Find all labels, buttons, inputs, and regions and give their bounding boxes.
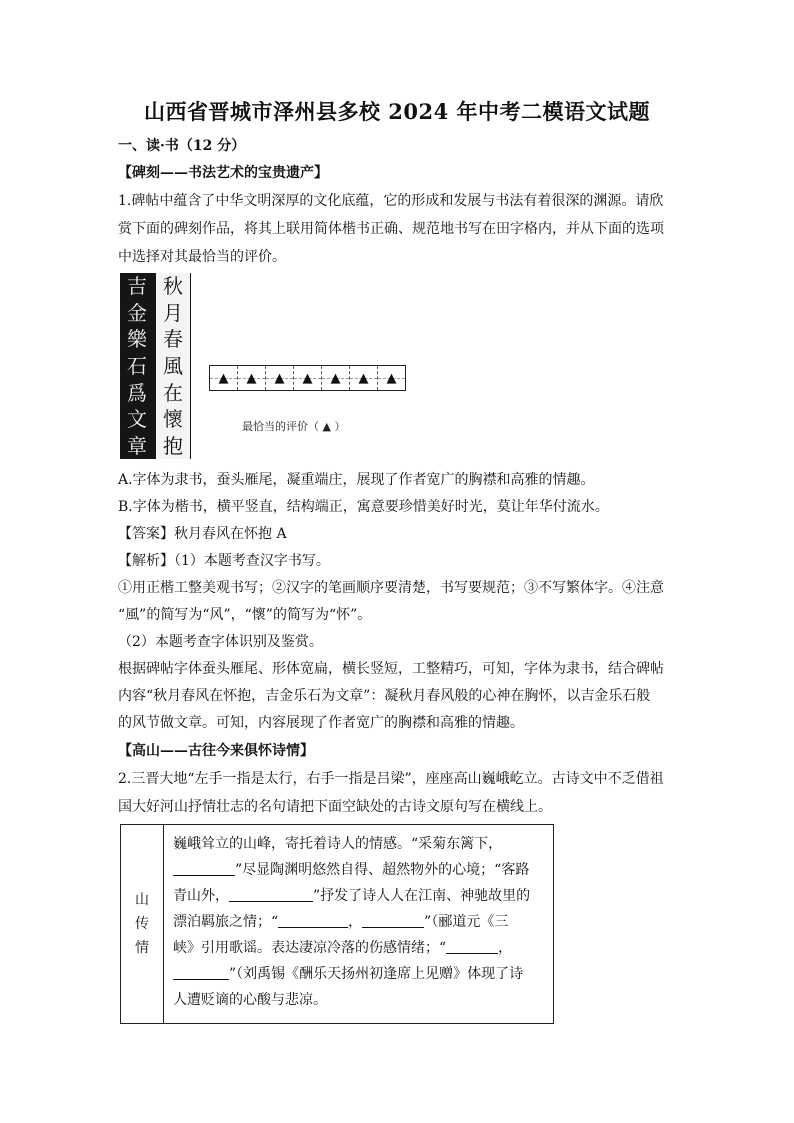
stele-calligraphy-image (120, 273, 191, 459)
stele-lower-couplet (120, 273, 154, 459)
stele-char: 月 (163, 300, 183, 325)
subsection-heading-stele: 【碑刻——书法艺术的宝贵遗产】 (118, 165, 328, 181)
grid-cell[interactable]: ▲ (322, 366, 350, 390)
question-2-line-2: 国大好河山抒情壮志的名句请把下面空缺处的古诗文原句写在横线上。 (118, 799, 552, 815)
table-line-1: 巍峨耸立的山峰，寄托着诗人的情感。“采菊东篱下， (173, 836, 503, 852)
answer-line: 【答案】秋月春风在怀抱 A (118, 526, 287, 542)
blank-line[interactable] (229, 887, 313, 902)
option-a: A.字体为隶书，蚕头雁尾，凝重端庄，展现了作者宽广的胸襟和高雅的情趣。 (118, 472, 595, 488)
table-line-3: 青山外， ”抒发了诗人人在江南、神驰故里的 (173, 888, 531, 904)
blank-line[interactable] (173, 861, 235, 876)
analysis-line-7: 的风节做文章。可知，内容展现了作者宽广的胸襟和高雅的情趣。 (118, 715, 524, 731)
table-line-2: ”尽显陶渊明悠然自得、超然物外的心境；“客路 (173, 857, 547, 883)
question-2-line-1: 2.三晋大地“左手一指是太行，右手一指是吕梁”，座座高山巍峨屹立。古诗文中不乏借祖 (118, 771, 664, 787)
analysis-line-1: 【解析】（1）本题考查汉字书写。 (118, 553, 330, 569)
stele-char: 風 (163, 353, 183, 378)
grid-cell[interactable]: ▲ (210, 366, 238, 390)
grid-cell[interactable]: ▲ (378, 366, 405, 390)
question-1-line-3: 中选择对其最恰当的评价。 (118, 249, 286, 265)
table-line-6: ”（刘禹锡《酬乐天扬州初逢席上见赠》体现了诗 (173, 961, 547, 987)
stele-char: 金 (127, 300, 147, 325)
stele-char: 春 (163, 327, 183, 352)
stele-char: 在 (163, 380, 183, 405)
section-heading-1: 一、读·书（12 分） (118, 138, 246, 154)
blank-line[interactable] (446, 939, 498, 954)
question-1-line-1: 1.碑帖中蕴含了中华文明深厚的文化底蕴，它的形成和发展与书法有着很深的渊源。请欣 (118, 193, 664, 209)
stele-upper-couplet (156, 273, 190, 459)
grid-cell[interactable]: ▲ (350, 366, 378, 390)
analysis-line-3: “風”的简写为“风”，“懷”的简写为“怀”。 (118, 607, 372, 623)
table-side-label: 山 传 情 (121, 825, 164, 1023)
stele-char: 抱 (163, 433, 183, 458)
stele-char: 吉 (127, 274, 147, 299)
table-line-5: 峡》引用歌谣。表达凄凉冷落的伤感情绪；“ ， (173, 940, 513, 956)
table-content (173, 831, 547, 1013)
question-1-line-2: 赏下面的碑刻作品，将其上联用简体楷书正确、规范地书写在田字格内，并从下面的选项 (118, 221, 664, 237)
tianzige-grid (209, 365, 406, 391)
stele-char: 章 (127, 433, 147, 458)
stele-char: 樂 (127, 327, 147, 352)
analysis-line-2: ①用正楷工整美观书写；②汉字的笔画顺序要清楚，书写要规范；③不写繁体字。④注意 (118, 580, 664, 596)
analysis-line-4: （2）本题考查字体识别及鉴赏。 (118, 634, 323, 650)
subsection-heading-mountain: 【高山——古往今来俱怀诗情】 (118, 743, 314, 759)
grid-cell[interactable]: ▲ (294, 366, 322, 390)
blank-line[interactable] (173, 965, 229, 980)
analysis-line-6: 内容“秋月春风在怀抱，吉金乐石为文章”：凝秋月春风般的心神在胸怀，以吉金乐石般 (118, 688, 651, 704)
stele-char: 爲 (127, 380, 147, 405)
page-title: 山西省晋城市泽州县多校 2024 年中考二模语文试题 (143, 99, 651, 124)
blank-line[interactable] (362, 913, 424, 928)
grid-cell[interactable]: ▲ (266, 366, 294, 390)
stele-char: 文 (127, 407, 147, 432)
grid-cell[interactable]: ▲ (238, 366, 266, 390)
table-line-4: 漂泊羁旅之情；“ ， ”（郦道元《三 (173, 914, 509, 930)
poetry-table (120, 824, 554, 1024)
blank-line[interactable] (278, 913, 348, 928)
stele-char: 石 (127, 353, 147, 378)
option-b: B.字体为楷书，横平竖直，结构端正，寓意要珍惜美好时光，莫让年华付流水。 (118, 499, 609, 515)
stele-char: 懷 (163, 407, 183, 432)
stele-char: 秋 (163, 274, 183, 299)
grid-caption: 最恰当的评价（ ▲ ） (242, 420, 346, 433)
analysis-line-5: 根据碑帖字体蚕头雁尾、形体宽扁，横长竖短，工整精巧，可知，字体为隶书，结合碑帖 (118, 661, 664, 677)
table-line-7: 人遭贬谪的心酸与悲凉。 (173, 992, 327, 1008)
